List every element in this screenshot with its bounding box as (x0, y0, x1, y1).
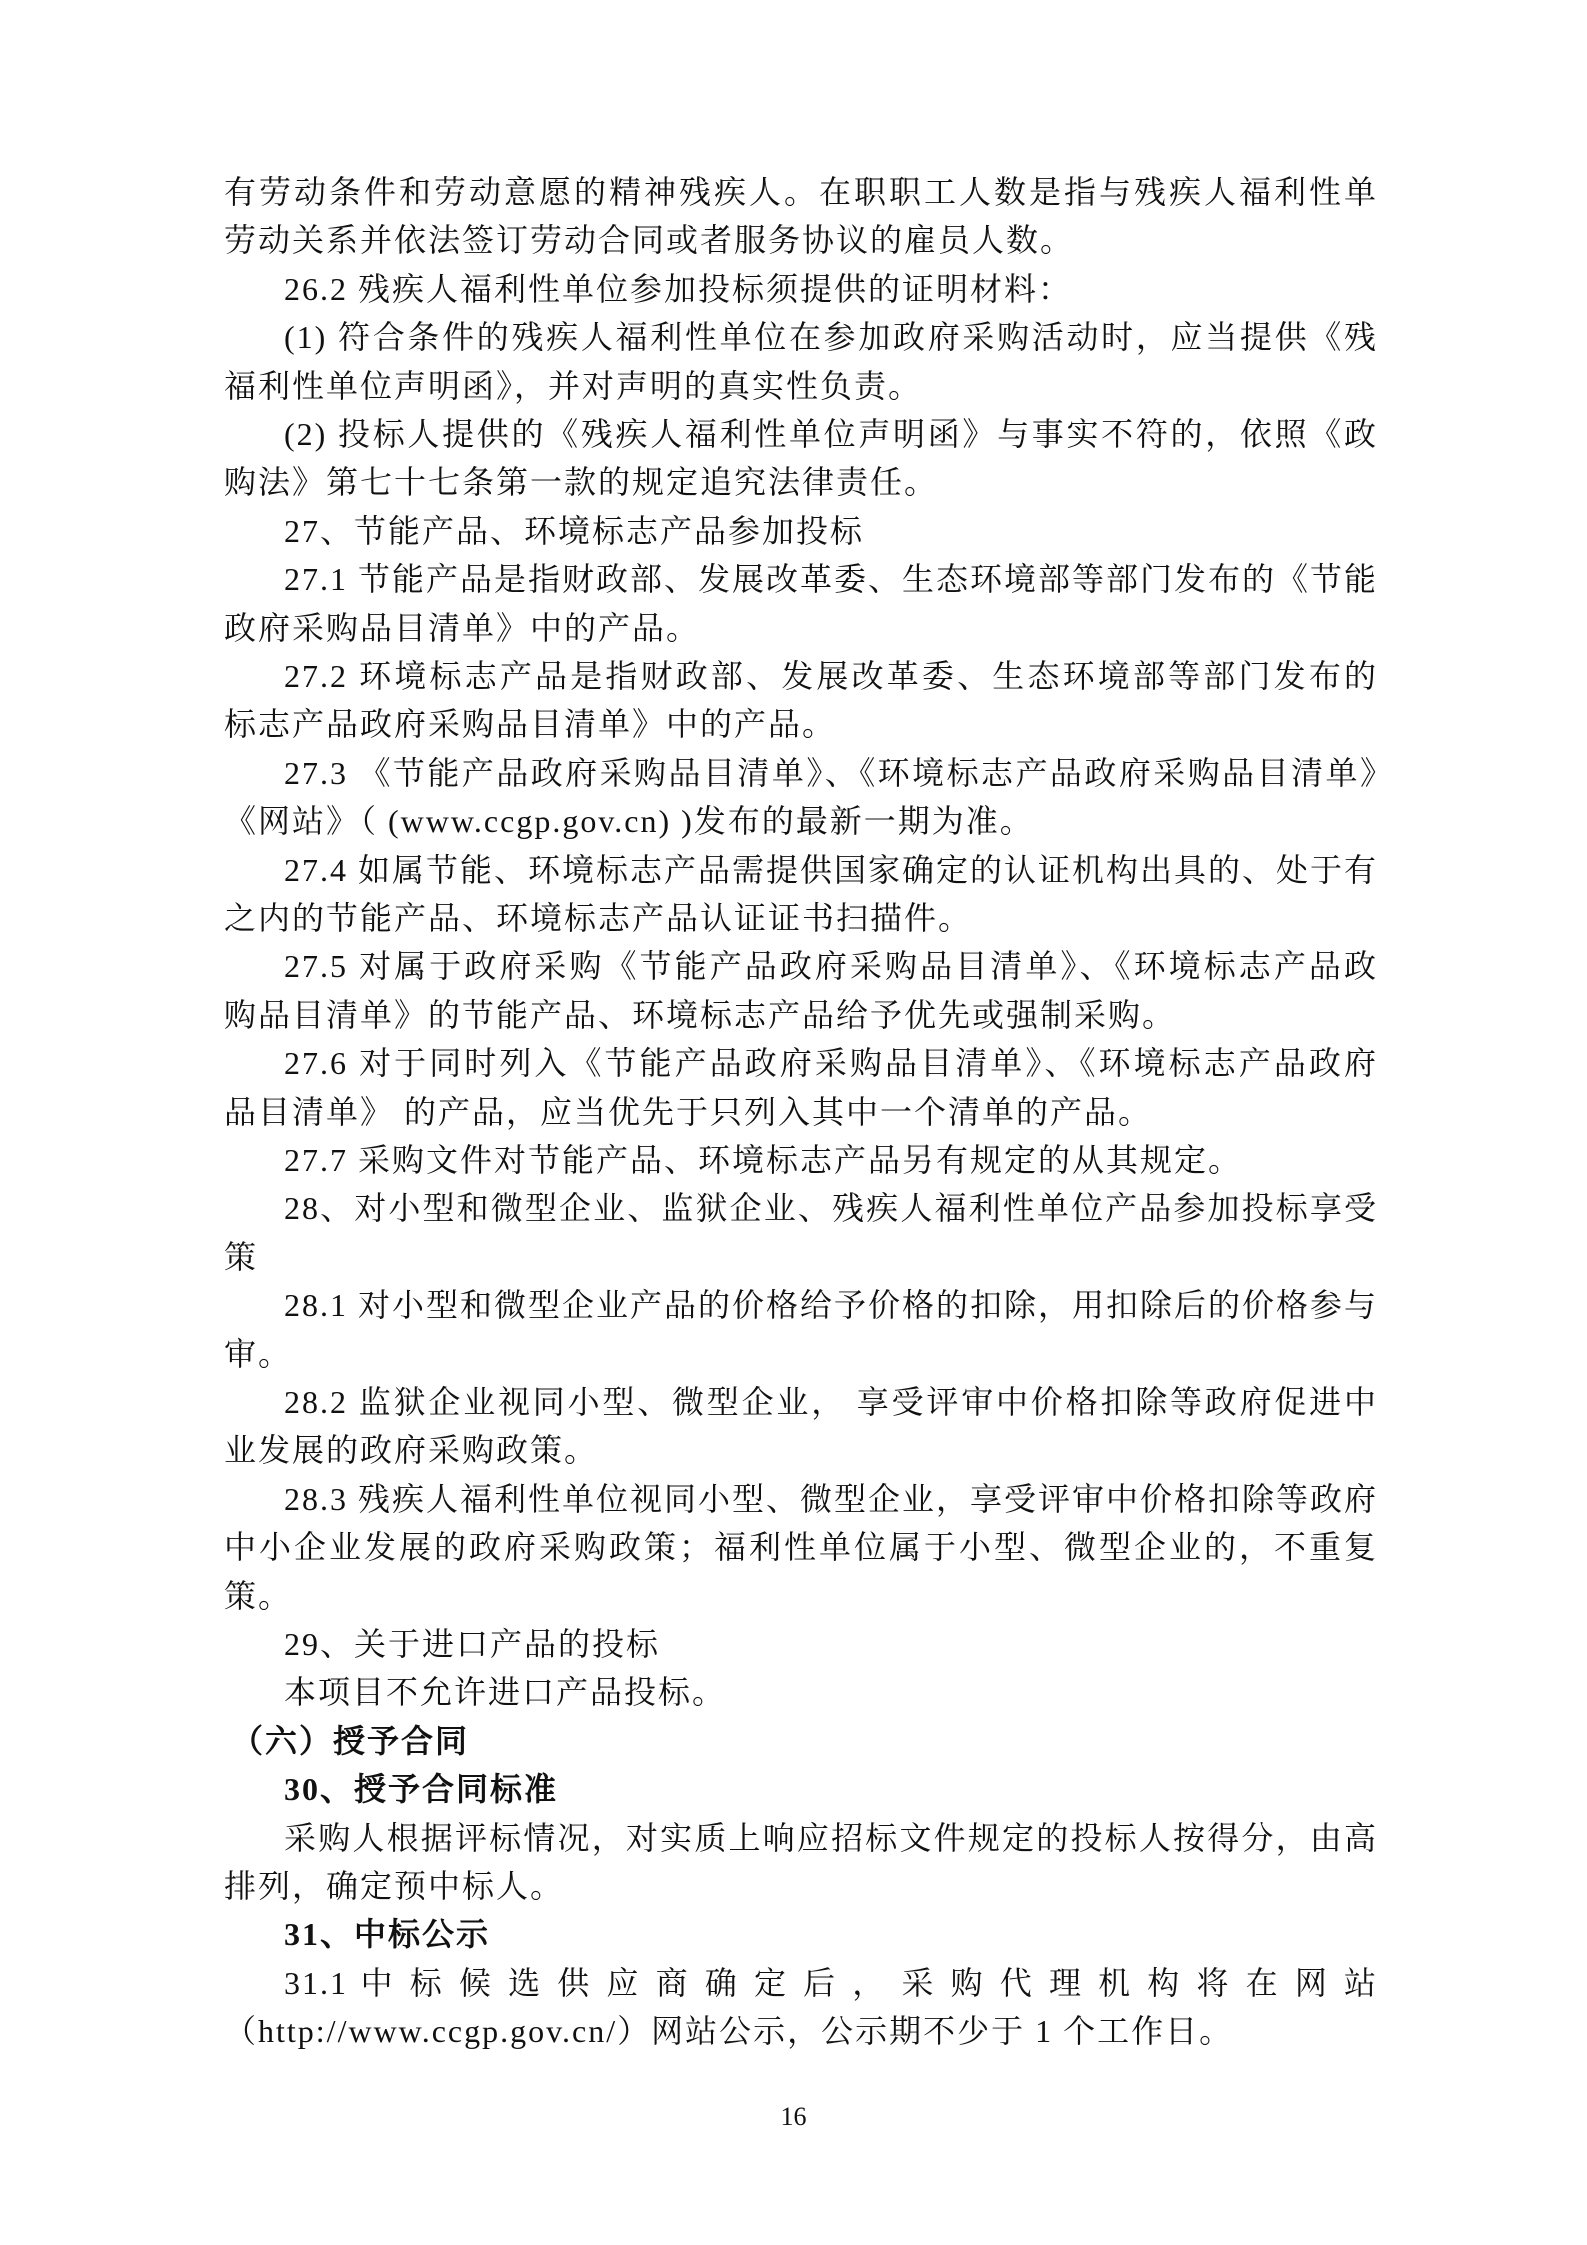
text-line: (1) 符合条件的残疾人福利性单位在参加政府采购活动时，应当提供《残 (284, 319, 1378, 356)
text-line: 采购人根据评标情况，对实质上响应招标文件规定的投标人按得分，由高 (284, 1819, 1378, 1856)
text-line: (2) 投标人提供的《残疾人福利性单位声明函》与事实不符的，依照《政 (284, 416, 1378, 452)
text-line: 28.3 残疾人福利性单位视同小型、微型企业，享受评审中价格扣除等政府 (284, 1480, 1378, 1517)
text-line: 劳动关系并依法签订劳动合同或者服务协议的雇员人数。 (224, 222, 1075, 259)
text-line: 福利性单位声明函》，并对声明的真实性负责。 (224, 367, 923, 404)
text-line: 政府采购品目清单》中的产品。 (224, 609, 701, 646)
text-line: 27.4 如属节能、环境标志产品需提供国家确定的认证机构出具的、处于有 (284, 851, 1378, 888)
text-line: 29、关于进口产品的投标 (284, 1626, 661, 1662)
text-line: 购法》第七十七条第一款的规定追究法律责任。 (224, 464, 939, 501)
text-line: 购品目清单》的节能产品、环境标志产品给予优先或强制采购。 (224, 996, 1177, 1033)
section-heading: （六）授予合同 (231, 1722, 470, 1759)
text-line: 26.2 残疾人福利性单位参加投标须提供的证明材料： (284, 270, 1073, 307)
text-line: 品目清单》 的产品，应当优先于只列入其中一个清单的产品。 (224, 1093, 1153, 1130)
clause-heading: 30、授予合同标准 (284, 1771, 559, 1808)
text-line: 标志产品政府采购品目清单》中的产品。 (224, 706, 837, 743)
text-line: 27、节能产品、环境标志产品参加投标 (284, 512, 865, 549)
text-line: 28、对小型和微型企业、监狱企业、残疾人福利性单位产品参加投标享受 (284, 1190, 1378, 1227)
text-line: 有劳动条件和劳动意愿的精神残疾人。在职职工人数是指与残疾人福利性单 (224, 174, 1378, 210)
text-line: 《网站》（ (www.ccgp.gov.cn) )发布的最新一期为准。 (224, 803, 1034, 840)
page-number: 16 (780, 2102, 807, 2131)
text-line: 27.1 节能产品是指财政部、发展改革委、生态环境部等部门发布的《节能 (284, 561, 1378, 598)
text-line: 中小企业发展的政府采购政策；福利性单位属于小型、微型企业的，不重复 (224, 1529, 1378, 1566)
text-line: 27.5 对属于政府采购《节能产品政府采购品目清单》、《环境标志产品政 (284, 948, 1378, 985)
text-line: （http://www.ccgp.gov.cn/）网站公示，公示期不少于 1 个工作日。 (224, 2013, 1234, 2050)
text-line: 27.6 对于同时列入《节能产品政府采购品目清单》、《环境标志产品政府 (284, 1045, 1378, 1082)
text-line: 审。 (224, 1335, 293, 1372)
clause-heading: 31、中标公示 (284, 1916, 491, 1953)
text-line: 排列，确定预中标人。 (224, 1868, 565, 1904)
text-line: 本项目不允许进口产品投标。 (284, 1674, 727, 1711)
text-line: 业发展的政府采购政策。 (224, 1432, 599, 1469)
text-line: 27.3 《节能产品政府采购品目清单》、《环境标志产品政府采购品目清单》 (284, 754, 1378, 791)
text-line: 策 (224, 1238, 259, 1275)
text-line: 27.2 环境标志产品是指财政部、发展改革委、生态环境部等部门发布的 (284, 658, 1378, 694)
text-line: 28.2 监狱企业视同小型、微型企业， 享受评审中价格扣除等政府促进中 (284, 1384, 1378, 1420)
text-line: 27.7 采购文件对节能产品、环境标志产品另有规定的从其规定。 (284, 1142, 1243, 1178)
text-line: 28.1 对小型和微型企业产品的价格给予价格的扣除，用扣除后的价格参与 (284, 1287, 1378, 1324)
text-line: 31.1 中 标 候 选 供 应 商 确 定 后 ， 采 购 代 理 机 构 将 在 网 站 (284, 1964, 1378, 2001)
text-line: 之内的节能产品、环境标志产品认证证书扫描件。 (224, 900, 973, 936)
text-line: 策。 (224, 1577, 293, 1614)
